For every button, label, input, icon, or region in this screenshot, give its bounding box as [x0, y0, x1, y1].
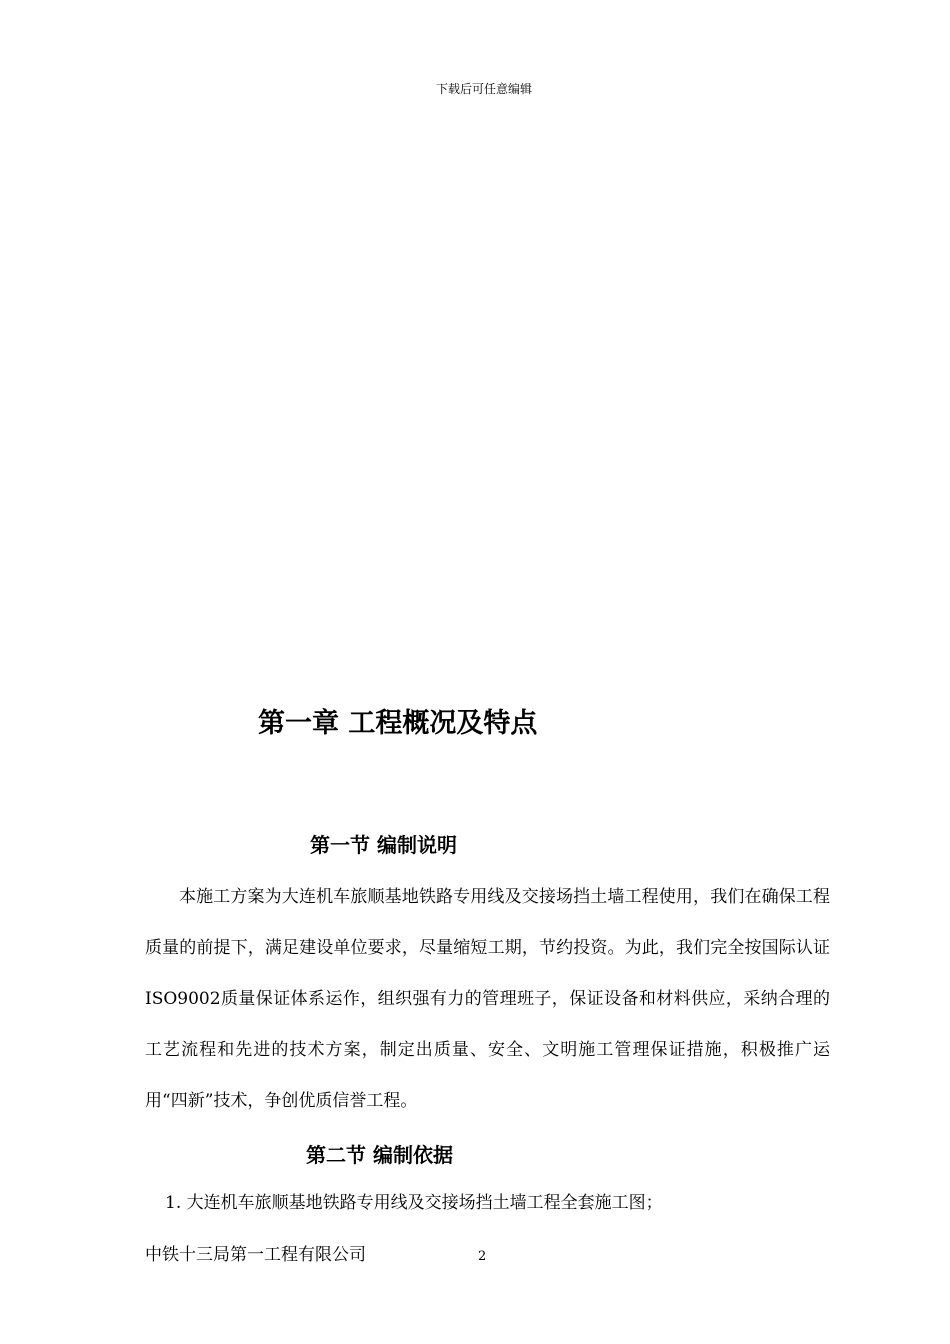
list-item: 1. 大连机车旅顺基地铁路专用线及交接场挡土墙工程全套施工图； — [165, 1193, 663, 1213]
body-paragraph: 本施工方案为大连机车旅顺基地铁路专用线及交接场挡土墙工程使用，我们在确保工程质量的前提下，满足建设单位要求，尽量缩短工期，节约投资。为此，我们完全按国际认证ISO9002质量保证体系运作，组织强有力的管理班子，保证设备和材料供应，采纳合理的工艺流程和先进的技术方案，制定出质量、安全、文明施工管理保证措施，积极推广运用“四新”技术，争创优质信誉工程。 — [145, 887, 830, 1111]
section-title-compilation-notes: 第一节 编制说明 — [310, 833, 457, 857]
section-title-compilation-basis: 第二节 编制依据 — [306, 1143, 453, 1167]
page-number: 2 — [478, 1249, 487, 1264]
chapter-title: 第一章 工程概况及特点 — [258, 708, 538, 739]
footer-company: 中铁十三局第一工程有限公司 — [145, 1245, 366, 1265]
header-note: 下载后可任意编辑 — [435, 82, 532, 96]
